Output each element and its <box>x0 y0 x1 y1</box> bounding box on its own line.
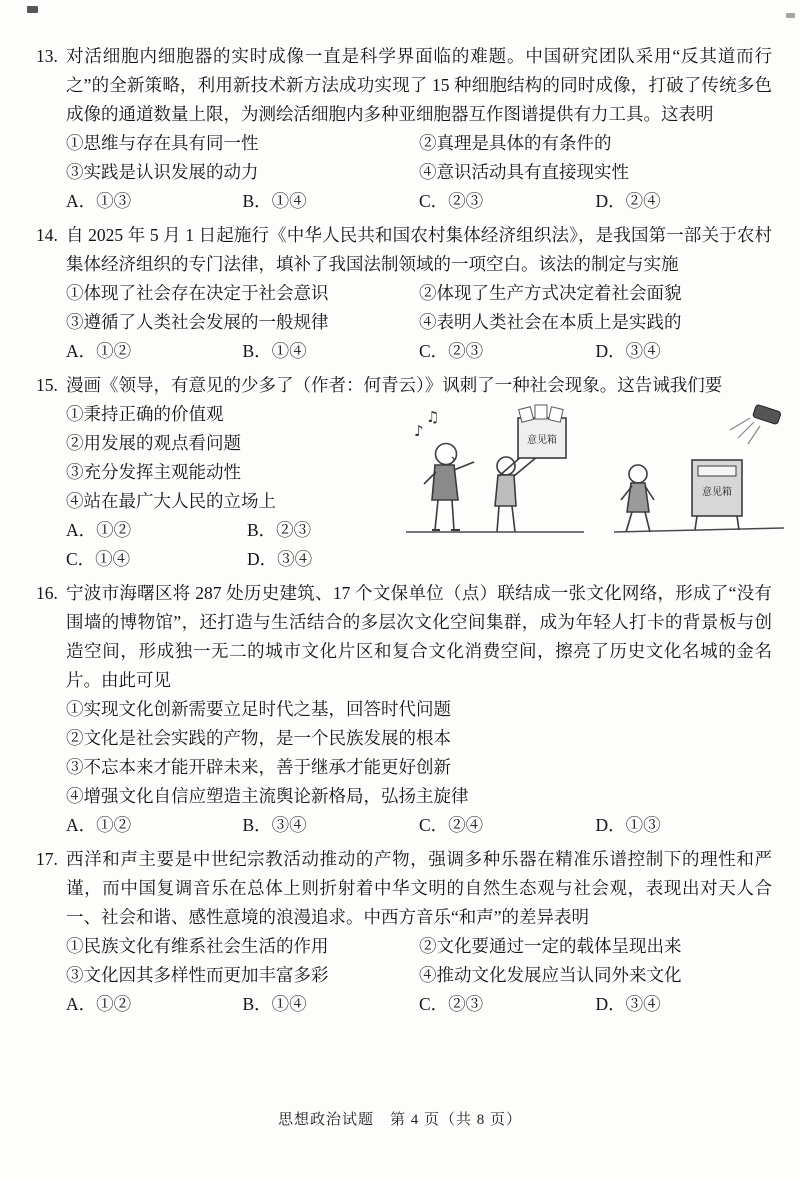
answer-b: B．③④ <box>242 815 307 835</box>
question-stem: 漫画《领导，有意见的少多了（作者：何青云）》讽刺了一种社会现象。这告诫我们要 <box>66 375 723 395</box>
ground-line <box>406 528 784 532</box>
option-3: ③遵循了人类社会发展的一般规律 <box>66 312 329 332</box>
print-mark <box>786 13 795 18</box>
option-row <box>66 279 772 308</box>
option-4: ④意识活动具有直接现实性 <box>419 162 629 182</box>
svg-text:♫: ♫ <box>426 408 440 426</box>
answer-b: B．①④ <box>242 994 307 1014</box>
option-1: ①思维与存在具有同一性 <box>66 133 259 153</box>
answer-row <box>66 990 772 1019</box>
answer-a: A．①② <box>66 815 132 835</box>
option-4: ④推动文化发展应当认同外来文化 <box>419 965 682 985</box>
answer-c: C．②③ <box>419 994 484 1014</box>
answer-d: D．③④ <box>595 994 661 1014</box>
question-14 <box>36 221 772 366</box>
question-16 <box>36 579 772 840</box>
answer-d: D．②④ <box>595 191 661 211</box>
option-2: ②文化要通过一定的载体呈现出来 <box>419 936 682 956</box>
singer-figure <box>424 444 474 531</box>
suggestion-box-right <box>692 460 742 530</box>
answer-d: D．①③ <box>595 815 661 835</box>
answer-c: C．②③ <box>419 341 484 361</box>
answer-c: C．②③ <box>419 191 484 211</box>
question-options-column <box>66 400 402 574</box>
answer-b: B．②③ <box>247 520 312 540</box>
question-stem: 对活细胞内细胞器的实时成像一直是科学界面临的难题。中国研究团队采用“反其道而行之”的全新策略，利用新技术新方法成功实现了 15 种细胞结构的同时成像，打破了传统多色成像的通道数量上限，为测绘活细胞内多种亚细胞器互作图谱提供有力工具。这表明 <box>66 46 772 124</box>
answer-a: A．①③ <box>66 191 132 211</box>
option-row <box>66 129 772 158</box>
page-footer: 思想政治试题 第 4 页（共 8 页） <box>277 1112 522 1128</box>
option-row <box>66 158 772 187</box>
question-13 <box>36 42 772 216</box>
print-mark <box>27 6 38 13</box>
question-17 <box>36 845 772 1019</box>
box-label: 意见箱 <box>702 487 732 498</box>
cartoon-svg <box>402 402 787 560</box>
answer-row <box>66 811 772 840</box>
option-1: ①民族文化有维系社会生活的作用 <box>66 936 329 956</box>
answer-row <box>66 545 402 574</box>
option-4: ④表明人类社会在本质上是实践的 <box>419 312 682 332</box>
option-1: ①秉持正确的价值观 <box>66 404 224 424</box>
answer-c: C．①④ <box>66 549 131 569</box>
question-stem: 自 2025 年 5 月 1 日起施行《中华人民共和国农村集体经济组织法》，是我国第一部关于农村集体经济组织的专门法律，填补了我国法制领域的一项空白。该法的制定与实施 <box>66 225 772 274</box>
option-2: ②体现了生产方式决定着社会面貌 <box>419 283 682 303</box>
question-number: 16. <box>36 583 58 603</box>
option-2: ②用发展的观点看问题 <box>66 433 241 453</box>
option-3: ③文化因其多样性而更加丰富多彩 <box>66 965 329 985</box>
answer-b: B．①④ <box>242 191 307 211</box>
option-2: ②文化是社会实践的产物，是一个民族发展的根本 <box>66 728 451 748</box>
question-stem: 西洋和声主要是中世纪宗教活动推动的产物，强调多种乐器在精准乐谱控制下的理性和严谨，而中国复调音乐在总体上则折射着中华文明的自然生态观与社会观，表现出对天人合一、社会和谐、感性意境的浪漫追求。中西方音乐“和声”的差异表明 <box>66 849 772 927</box>
option-row <box>66 961 772 990</box>
question-number: 14. <box>36 225 58 245</box>
flashlight-icon <box>730 404 781 444</box>
question-stem: 宁波市海曙区将 287 处历史建筑、17 个文保单位（点）联结成一张文化网络，形成了“没有围墙的博物馆”，还打造与生活结合的多层次文化空间集群，成为年轻人打卡的背景板与创造空间，形成独一无二的城市文化片区和复合文化消费空间，擦亮了历史文化名城的金名片。由此可见 <box>66 583 772 690</box>
page-content <box>36 42 772 1024</box>
box-carrier-figure <box>495 456 538 532</box>
answer-d: D．③④ <box>595 341 661 361</box>
answer-d: D．③④ <box>247 549 313 569</box>
answer-row <box>66 187 772 216</box>
answer-c: C．②④ <box>419 815 484 835</box>
option-2: ②真理是具体的有条件的 <box>419 133 612 153</box>
option-3: ③实践是认识发展的动力 <box>66 162 259 182</box>
option-4: ④站在最广大人民的立场上 <box>66 491 276 511</box>
option-3: ③不忘本来才能开辟未来，善于继承才能更好创新 <box>66 757 451 777</box>
option-1: ①体现了社会存在决定于社会意识 <box>66 283 329 303</box>
question-number: 17. <box>36 849 58 869</box>
option-4: ④增强文化自信应塑造主流舆论新格局，弘扬主旋律 <box>66 786 469 806</box>
svg-text:♪: ♪ <box>414 422 424 440</box>
option-1: ①实现文化创新需要立足时代之基，回答时代问题 <box>66 699 451 719</box>
answer-row <box>66 516 402 545</box>
answer-row <box>66 337 772 366</box>
question-number: 15. <box>36 375 58 395</box>
answer-a: A．①② <box>66 994 132 1014</box>
suggestion-box-left <box>518 405 566 458</box>
cartoon-illustration <box>402 402 787 560</box>
question-15 <box>36 371 772 574</box>
box-label: 意见箱 <box>527 435 557 446</box>
answer-a: A．①② <box>66 520 132 540</box>
option-3: ③充分发挥主观能动性 <box>66 462 241 482</box>
answer-b: B．①④ <box>242 341 307 361</box>
walking-figure <box>621 465 654 532</box>
answer-a: A．①② <box>66 341 132 361</box>
option-row <box>66 308 772 337</box>
option-row <box>66 932 772 961</box>
music-notes-icon <box>414 408 439 440</box>
question-number: 13. <box>36 46 58 66</box>
